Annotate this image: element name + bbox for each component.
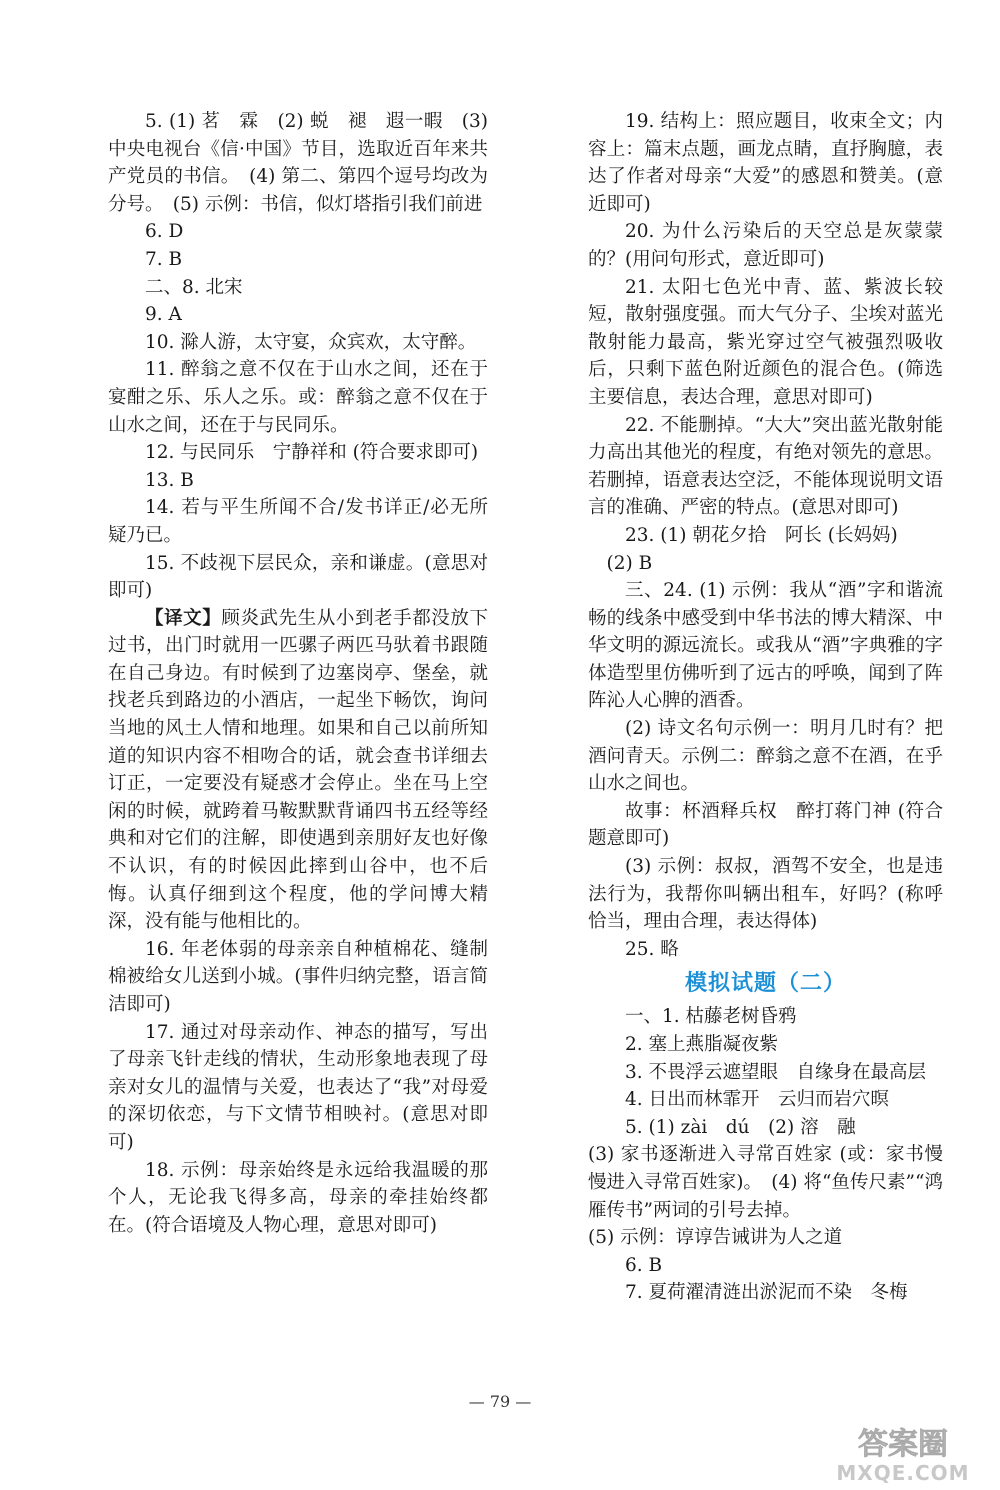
answer-item: 5. (1) 茗 霖 (2) 蜕 褪 遐一暇 (3) 中央电视台《信·中国》节目，选取近百年来共产党员的书信。 (4) 第二、第四个逗号均改为分号。 (5) 示例：书信，似灯塔指引我们前进 [108, 111, 488, 215]
answer-item: 故事：杯酒释兵权 醉打蒋门神 (符合题意即可) [588, 800, 943, 850]
answer-item: 2. 塞上燕脂凝夜紫 [625, 1034, 779, 1055]
answer-item: 7. B [145, 248, 183, 270]
answer-item: 一、1. 枯藤老树昏鸦 [625, 1006, 797, 1028]
answer-item: (2) 诗文名句示例一：明月几时有？把酒问青天。示例二：醉翁之意不在酒，在乎山水之间也。 [588, 718, 943, 795]
answer-item: 9. A [145, 304, 182, 326]
answer-item: (2) B [606, 552, 653, 574]
answer-item: 15. 不歧视下层民众，亲和谦虚。(意思对即可) [108, 552, 488, 602]
answer-item: 三、24. (1) 示例：我从“酒”字和谐流畅的线条中感受到中华书法的博大精深、中华文明的源远流长。或我从“酒”字典雅的字体造型里仿佛听到了远古的呼唤，闻到了阵阵沁人心脾的酒香。 [588, 580, 943, 712]
answer-item: 18. 示例：母亲始终是永远给我温暖的那个人，无论我飞得多高，母亲的牵挂始终都在。(符合语境及人物心理，意思对即可) [108, 1159, 488, 1236]
page-number: — 79 — [468, 1392, 532, 1411]
translation-text: 顾炎武先生从小到老手都没放下过书，出门时就用一匹骡子两匹马驮着书跟随在自己身边。有时候到了边塞岗亭、堡垒，就找老兵到路边的小酒店，一起坐下畅饮，询问当地的风土人情和地理。如果和自己以前所知道的知识内容不相吻合的话，就会查书详细去订正，一定要没有疑惑才会停止。坐在马上空闲的时候，就跨着马鞍默默背诵四书五经等经典和对它们的注解，即使遇到亲朋好友也好像不认识，有的时候因此摔到山谷中，也不后悔。认真仔细到这个程度，他的学问博大精深，没有能与他相比的。 [108, 607, 488, 933]
answer-item: 7. 夏荷濯清涟出淤泥而不染 冬梅 [625, 1282, 908, 1304]
answer-item: 6. B [625, 1254, 663, 1276]
answer-item: 16. 年老体弱的母亲亲自种植棉花、缝制棉被给女儿送到小城。(事件归纳完整，语言简洁即可) [108, 938, 488, 1015]
answer-item: (5) 示例：谆谆告诫讲为人之道 [588, 1227, 843, 1249]
answer-item: 10. 滁人游，太守宴，众宾欢，太守醉。 [145, 331, 477, 353]
answer-item: 4. 日出而林霏开 云归而岩穴暝 [625, 1089, 890, 1111]
answer-item: 11. 醉翁之意不仅在于山水之间，还在于宴酣之乐、乐人之乐。或：醉翁之意不仅在于山水之间，还在于与民同乐。 [108, 359, 488, 436]
watermark-line1: 答案圈 [858, 1427, 948, 1462]
answer-item: 19. 结构上：照应题目，收束全文；内容上：篇末点题，画龙点睛，直抒胸臆，表达了作者对母亲“大爱”的感恩和赞美。(意近即可) [588, 111, 943, 215]
answer-item: (3) 示例：叔叔，酒驾不安全，也是违法行为，我帮你叫辆出租车，好吗？(称呼恰当，理由合理，表达得体) [588, 856, 943, 933]
answer-item: (3) 家书逐渐进入寻常百姓家 (或：家书慢慢进入寻常百姓家)。 (4) 将“鱼传尺素”“鸿雁传书”两词的引号去掉。 [588, 1144, 943, 1221]
answer-item: 17. 通过对母亲动作、神态的描写，写出了母亲飞针走线的情状，生动形象地表现了母亲对女儿的温情与关爱，也表达了“我”对母爱的深切依恋，与下文情节相映衬。(意思对即可) [108, 1021, 488, 1153]
answer-item: 25. 略 [625, 938, 679, 960]
answer-item: 14. 若与平生所闻不合/发书详正/必无所疑乃已。 [108, 497, 488, 546]
answer-item: 6. D [145, 221, 184, 243]
answer-item: 23. (1) 朝花夕拾 阿长 (长妈妈) [625, 524, 898, 546]
answer-item: 5. (1) zài dú (2) 溶 融 [625, 1116, 856, 1138]
answer-item: 22. 不能删掉。“大大”突出蓝光散射能力高出其他光的程度，有绝对领先的意思。若删掉，语意表达空泛，不能体现说明文语言的准确、严密的特点。(意思对即可) [588, 414, 943, 519]
translation-tag: 【译文】 [145, 607, 222, 629]
answer-item: 3. 不畏浮云遮望眼 自缘身在最高层 [625, 1061, 927, 1083]
watermark-logo [818, 1420, 988, 1486]
watermark-line2: MXQE.COM [836, 1461, 970, 1485]
left-column [108, 108, 488, 1239]
answer-item: 20. 为什么污染后的天空总是灰蒙蒙的？(用问句形式，意近即可) [588, 221, 943, 270]
right-column [588, 108, 943, 1307]
answer-item: 二、8. 北宋 [145, 276, 243, 298]
answer-item: 21. 太阳七色光中青、蓝、紫波长较短，散射强度强。而大气分子、尘埃对蓝光散射能力最高，紫光穿过空气被强烈吸收后，只剩下蓝色附近颜色的混合色。(筛选主要信息，表达合理，意思对即可) [588, 276, 943, 408]
translation-paragraph [108, 605, 488, 936]
answer-item: 13. B [145, 469, 194, 491]
answer-item: 12. 与民同乐 宁静祥和 (符合要求即可) [145, 442, 479, 464]
section-title: 模拟试题（二） [684, 971, 846, 997]
